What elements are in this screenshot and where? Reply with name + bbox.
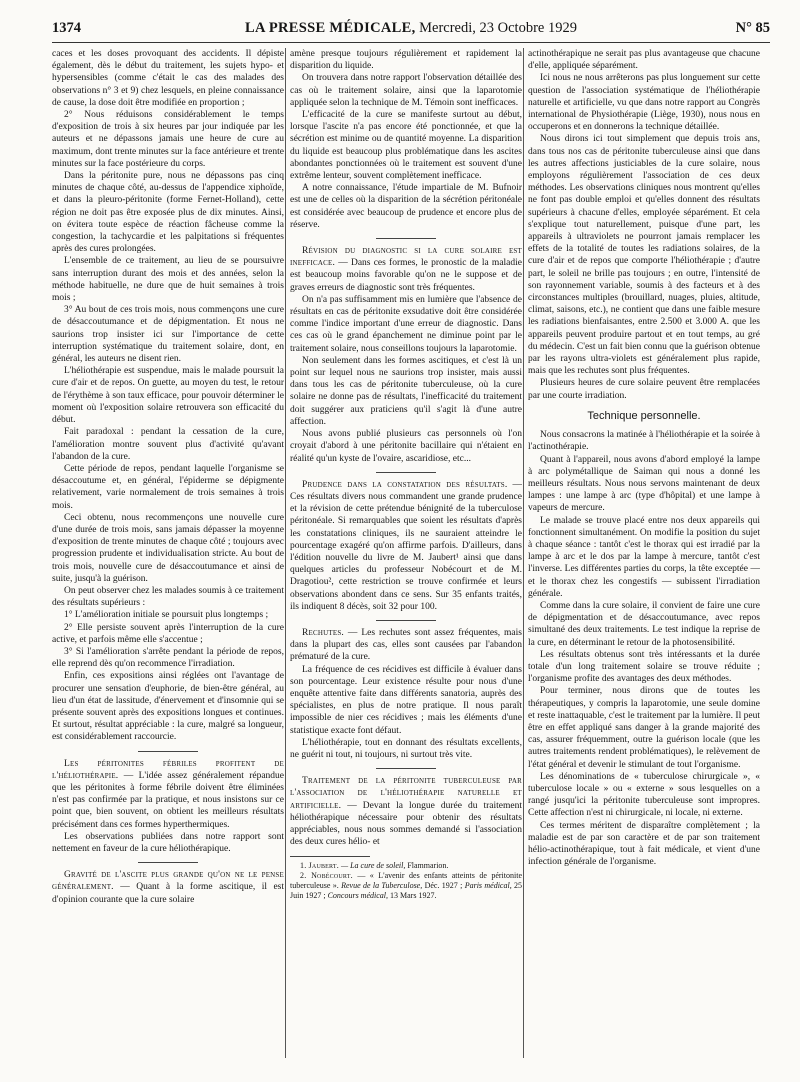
- paragraph: Les résultats obtenus sont très intéressants et la durée totale d'un long traitement solaire se trouve réduite ; l'organisme profite des avantages des deux méthodes.: [528, 649, 760, 685]
- paragraph: Comme dans la cure solaire, il convient de faire une cure de dépigmentation et de désaccoutumance, avec repos simultané des deux traitements. Le test indique la reprise de la cure, en déterminant le retour de la photosensibilité.: [528, 600, 760, 648]
- paragraph: Ceci obtenu, nous recommençons une nouvelle cure d'une durée de trois mois, sans jamais dépasser la moyenne d'exposition de trente minutes de chaque côté ; toujours avec progression prudente et individualisation stricte. Au bout de trois mois, nouvelle cure de désaccoutumance et ainsi de suite, jusqu'à la guérison.: [52, 512, 284, 584]
- paragraph: Cette période de repos, pendant laquelle l'organisme se désaccoutume et, en général, l'épiderme se dépigmente relativement, varie normalement de trois semaines à trois mois.: [52, 463, 284, 511]
- section-separator: [376, 472, 436, 473]
- section-paragraph: [290, 245, 522, 294]
- issue-date: Mercredi, 23 Octobre 1929: [419, 20, 577, 36]
- paragraph: Nous avons publié plusieurs cas personnels où l'on croyait d'abord à une péritonite bacillaire qui n'étaient en réalité qu'un kyste de l'ovaire, ascaridiose, etc...: [290, 429, 522, 464]
- section-text: — Dans ces formes, le pronostic de la maladie est beaucoup moins favorable qu'on ne le suppose et de graves erreurs de diagnostic sont très fréquentes.: [290, 258, 522, 293]
- section-paragraph: [52, 869, 284, 906]
- column-3: [528, 48, 760, 1068]
- paragraph: Non seulement dans les formes ascitiques, et c'est là un point sur lequel nous ne saurions trop insister, mais aussi dans tous les cas de péritonite tuberculeuse, où la cure solaire ne donne pas de résultats, l'inefficacité du traitement doit suggérer aux praticiens qu'il s'agit là d'une autre affection.: [290, 355, 522, 427]
- footnote-date: 25 Juin 1927 ;: [290, 881, 522, 901]
- footnote-date: 13 Mars 1927.: [390, 891, 437, 901]
- section-title: Technique personnelle.: [587, 409, 701, 422]
- paragraph: Fait paradoxal : pendant la cessation de la cure, l'amélioration montre souvent plus d'activité qu'avant l'abandon de la cure.: [52, 427, 284, 462]
- page-number: 1374: [52, 20, 81, 36]
- paragraph: 2° Nous réduisons considérablement le temps d'exposition de trois à six heures par jour indiquée par les auteurs et ne dépassons jamais une heure de cure au maximum, dont trente minutes sur la face antérieure et trente minutes sur la face postérieure du corps.: [52, 110, 284, 169]
- paragraph: 1° L'amélioration initiale se poursuit plus longtemps ;: [64, 610, 269, 621]
- section-text: — Les rechutes sont assez fréquentes, mais dans la plupart des cas, elles sont causées par l'abandon prématuré de la cure.: [290, 627, 522, 663]
- header-rule: [52, 42, 770, 43]
- footnote-journal: Concours médical,: [327, 891, 388, 901]
- footnote-2: [290, 871, 522, 901]
- footnote-publisher: Flammarion.: [407, 861, 449, 871]
- issue-number: N° 85: [735, 20, 770, 36]
- paragraph: A notre connaissance, l'étude impartiale de M. Bufnoir est une de celles où la disparition de la sécrétion péritonéale est considérée avec beaucoup de prudence et encore plus de réserve.: [290, 183, 522, 230]
- paragraph: caces et les doses provoquant des accidents. Il dépiste également, dès le début du traitement, les sujets hypo- et hypersensibles (comme c'était le cas des malades des observations n° 3 et 9) chez lesquels, en pleine connaissance de cause, la dose doit être modifiée en proportion ;: [52, 49, 284, 108]
- paragraph: Quant à l'appareil, nous avons d'abord employé la lampe à arc polymétallique de Saiman qui nous a donné les meilleurs résultats. Nous nous servons maintenant de deux lampes : une lampe à arc (type d'hôpital) et une lampe à vapeurs de mercure.: [528, 454, 760, 514]
- section-text: — Devant la longue durée du traitement héliothérapique nécessaire pour obtenir des résultats appréciables, nous nous sommes demandé si l'association des deux cures hélio- et: [290, 800, 522, 848]
- paragraph: L'ensemble de ce traitement, au lieu de se poursuivre sans interruption durant des mois et des années, selon la méthode habituelle, ne dure que de huit semaines à trois mois ;: [52, 256, 284, 304]
- paragraph: Les observations publiées dans notre rapport sont nettement en faveur de la cure héliothérapique.: [52, 831, 284, 854]
- paragraph: 2° Elle persiste souvent après l'interruption de la cure active, et parfois même elle s'accentue ;: [52, 622, 284, 645]
- section-separator: [138, 751, 198, 752]
- paragraph: Ces termes méritent de disparaître complètement ; la maladie est de par son caractère et de par son traitement hélio-actinothérapique, tout à fait médicale, et vient d'une infection générale de l'organisme.: [528, 820, 760, 868]
- paragraph: On n'a pas suffisamment mis en lumière que l'absence de résultats en cas de péritonite exsudative doit être considérée comme l'indice important d'une erreur de diagnostic. Dans ces cas où le grand épanchement ne diminue point par le traitement solaire, nous conseillons toujours la laparotomie.: [290, 294, 522, 354]
- column-divider: [523, 48, 524, 1058]
- section-heading: Rechutes.: [302, 627, 345, 638]
- section-separator: [376, 620, 436, 621]
- page-header: [52, 16, 770, 38]
- paragraph: 3° Au bout de ces trois mois, nous commençons une cure de désaccoutumance et de dépigmentation. Et nous ne saurions trop insister ici sur l'importance de cette interruption systématique du traitement solaire, dont, en général, les auteurs ne disent rien.: [52, 305, 284, 365]
- paragraph: 3° Si l'amélioration s'arrête pendant la période de repos, elle reprend dès qu'on recommence l'irradiation.: [52, 646, 284, 670]
- footnote-author: 2. Nobécourt.: [300, 871, 353, 881]
- section-heading: Gravité de l'ascite plus grande qu'on ne le pense généralement.: [52, 870, 284, 893]
- column-divider: [285, 48, 286, 1058]
- paragraph: Ici nous ne nous arrêterons pas plus longuement sur cette question de l'association systématique de l'héliothérapie naturelle et artificielle, vu que dans notre rapport au Congrès international de Physiothérapie (Liège, 1930), nous nous en occuperons et en donnerons la technique détaillée.: [528, 73, 760, 133]
- paragraph: Le malade se trouve placé entre nos deux appareils qui fonctionnent simultanément. On modifie la position du sujet à chaque séance : tantôt c'est le thorax qui est irradié par la lampe à arc et le dos par la lampe à mercure, tantôt c'est l'inverse. Les différentes parties du corps, la tête exceptée — et le thorax chez les congestifs — subissent l'irradiation générale.: [528, 515, 760, 599]
- paragraph: Dans la péritonite pure, nous ne dépassons pas cinq minutes de chaque côté, au-dessus de l'appendice xiphoïde, et dans la pleuro-péritonite (forme Fernet-Holland), cette région ne doit pas être exposée plus de dix minutes. Ainsi, on évitera toute espèce de réaction fâcheuse comme la congestion, la tachycardie et les palpitations si fréquentes après des cures prolongées.: [52, 171, 284, 255]
- paragraph: On peut observer chez les malades soumis à ce traitement des résultats supérieurs :: [52, 585, 284, 609]
- paragraph: actinothérapique ne serait pas plus avantageuse que chacune d'elle, appliquée séparément.: [528, 49, 760, 72]
- paragraph: L'héliothérapie, tout en donnant des résultats excellents, ne guérit ni tout, ni toujours, ni surtout très vite.: [290, 737, 522, 760]
- footnote-1: [290, 861, 522, 871]
- paragraph: Nous dirons ici tout simplement que depuis trois ans, dans tous nos cas de péritonite tuberculeuse ainsi que dans les autres affections justiciables de la cure solaire, nous employons régulièrement l'association de ces deux méthodes. Les observations cliniques nous montrent qu'elles ne font pas double emploi et qu'elles donnent des résultats supérieurs à chacune d'elles, employée séparément. Et cela s'explique tout naturellement, puisque d'une part, les appareils à ultraviolets ne pourront jamais remplacer les effets de la totalité de toutes les radiations solaires, de la cure d'air et de repos que comporte l'héliothérapie ; d'autre part, le soleil ne brille pas toujours ; en outre, l'intensité de son rayonnement variable, soumis à des facteurs et à des circonstances multiples (brouillard, nuages, pluies, altitude, climat, saisons, etc.), ne contient que dans une faible mesure les radiations bienfaisantes, entre 2.500 et 3.000 A. que les appareils peuvent produire partout et en tout temps, au gré du médecin. C'est un fait bien connu que la guérison obtenue par les rayons ultra-violets est généralement plus rapide, mais que les rechutes sont plus fréquentes.: [528, 134, 760, 377]
- section-paragraph: [290, 479, 522, 613]
- section-paragraph: [52, 758, 284, 831]
- section-paragraph: [290, 627, 522, 664]
- footnote-title: — La cure de soleil,: [340, 861, 406, 871]
- section-text: — Quant à la forme ascitique, il est d'opinion courante que la cure solaire: [52, 882, 284, 905]
- section-heading: Traitement de la péritonite tuberculeuse par l'association de l'héliothérapie naturelle et artificielle.: [290, 776, 522, 811]
- column-2: [290, 48, 522, 1068]
- paragraph: amène presque toujours régulièrement et rapidement la disparition du liquide.: [290, 49, 522, 72]
- column-1: [52, 48, 284, 1068]
- section-paragraph: [290, 775, 522, 848]
- footnote-journal: Paris médical,: [464, 881, 512, 891]
- section-separator: [376, 238, 436, 239]
- section-heading: Révision du diagnostic si la cure solaire est inefficace.: [290, 246, 522, 269]
- paragraph: L'efficacité de la cure se manifeste surtout au début, lorsque l'ascite n'a pas encore été ponctionnée, et que la sécrétion est minime ou de quantité moyenne. La disparition du liquide est beaucoup plus problématique dans les ascites abondantes ponctionnées où le traitement est souvent d'une extrême lenteur, souvent complètement inefficace.: [290, 110, 522, 182]
- paragraph: Enfin, ces expositions ainsi réglées ont l'avantage de procurer une sensation d'euphorie, de bien-être général, au lieu d'un état de lassitude, d'énervement et d'insomnie qui se présente souvent après des expositions longues et continues. Et surtout, résultat appréciable : la cure, malgré sa longueur, est considérablement raccourcie.: [52, 671, 284, 743]
- section-text: — Ces résultats divers nous commandent une grande prudence et la révision de cette prétendue bénignité de la tuberculose péritonéale. Si remarquables que soient les résultats d'après les constatations cliniques, ils ne sauraient atteindre le pourcentage exagéré qu'on affirme parfois. D'ailleurs, dans l'édition nouvelle du livre de M. Jaubert¹ ainsi que dans quelques articles du professeur Nobécourt et de M. Dragotiou², cette restriction se trouve confirmée et leurs observations abondent dans ce sens. Sur 35 enfants traités, ils indiquent 8 décès, soit 32 pour 100.: [290, 479, 522, 612]
- section-separator: [376, 768, 436, 769]
- footnote-rule: [290, 856, 370, 857]
- footnote-author: 1. Jaubert.: [300, 861, 339, 871]
- section-heading: Les péritonites fébriles profitent de l'héliothérapie.: [52, 758, 284, 781]
- section-separator: [138, 862, 198, 863]
- paragraph: On trouvera dans notre rapport l'observation détaillée des cas où le traitement solaire, ainsi que la laparotomie appliquée selon la technique de M. Témoin sont inefficaces.: [290, 73, 522, 108]
- paragraph: La fréquence de ces récidives est difficile à évaluer dans son pourcentage. Leur existence résulte pour nous d'une enquête attentive faite dans différents sanatoria, auprès des spécialistes, en plus de notre pratique. Il nous paraît impossible de nier ces récidives ; mais les éléments d'une statistique exacte font défaut.: [290, 664, 522, 736]
- paragraph: Plusieurs heures de cure solaire peuvent être remplacées par une courte irradiation.: [528, 378, 760, 401]
- paragraph: L'héliothérapie est suspendue, mais le malade poursuit la cure d'air et de repos. On guette, au moyen du test, le retour de l'érythème à son taux efficace, pour pouvoir déterminer le moment où l'exposition solaire retrouvera son efficacité du début.: [52, 366, 284, 426]
- footnote-date: Déc. 1927 ;: [424, 881, 463, 891]
- paragraph: Pour terminer, nous dirons que de toutes les thérapeutiques, y compris la laparotomie, une seule domine et reste inattaquable, c'est le traitement par la lumière. Il peut être en effet appliqué sans danger à la grande majorité des cas, assurer fréquemment, outre la guérison locale (que les autres traitements rendent problématiques), le relèvement de l'état général et devenir le stimulant de tout l'organisme.: [528, 686, 760, 770]
- section-text: — L'idée assez généralement répandue que les péritonites à forme fébrile doivent être éliminées n'est pas confirmée par la pratique, et nous insistons sur ce point que, bien souvent, on obtient les meilleurs résultats précisément dans ces formes hyperthermiques.: [52, 770, 284, 830]
- journal-name: LA PRESSE MÉDICALE,: [245, 20, 416, 36]
- paragraph: Les dénominations de « tuberculose chirurgicale », « tuberculose locale » ou « externe » sous lesquelles on a rangé jusqu'ici la péritonite tuberculeuse sont impropres. Cette affection n'est ni chirurgicale, ni locale, ni externe.: [528, 771, 760, 819]
- section-heading: Prudence dans la constatation des résultats.: [302, 479, 508, 490]
- journal-title: [52, 20, 770, 37]
- paragraph: Nous consacrons la matinée à l'héliothérapie et la soirée à l'actinothérapie.: [528, 430, 760, 453]
- footnote-journal: Revue de la Tuberculose,: [341, 881, 423, 891]
- footnote-text: — « L'avenir des enfants atteints de péritonite tuberculeuse ».: [290, 871, 522, 891]
